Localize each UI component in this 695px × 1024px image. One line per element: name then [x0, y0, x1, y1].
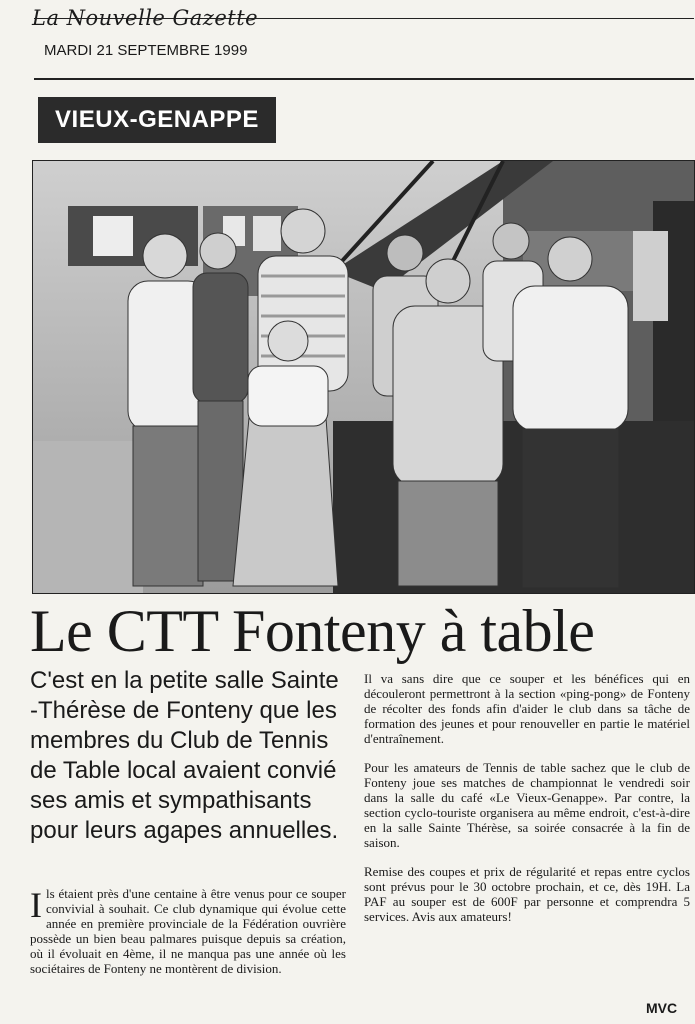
- date-rule: [34, 78, 694, 80]
- body-paragraph-2: Il va sans dire que ce souper et les bénéfices qui en découleront permettront à la section «ping-pong» de Fonteny de récolter des fonds afin d'aider le club dans sa tâche de formation des jeunes et pour renouveller en partie le matériel d'entraînement.: [364, 671, 690, 746]
- dropcap: I: [30, 885, 42, 925]
- lead-paragraph: C'est en la petite salle Sainte -Thérèse de Fonteny que les membres du Club de Tennis de Table local avaient convié ses amis et sympathisants pour leurs agapes annuelles.: [30, 667, 339, 844]
- body-paragraph-3: Pour les amateurs de Tennis de table sachez que le club de Fonteny joue ses matches de championnat le vendredi soir dans la salle du café «Le Vieux-Genappe». Par contre, la section cyclo-touriste organisera au même endroit, c'est-à-dire en la salle Sainte Thérèse, sa soirée consacrée à la fin de saison.: [364, 760, 690, 850]
- group-photo-illustration: [33, 161, 694, 593]
- article-body-left: [30, 886, 346, 990]
- group-photo: [32, 160, 695, 594]
- body-paragraph-1-text: ls étaient près d'une centaine à être venus pour ce souper convivial à souhait. Ce club dynamique qui évolue cette année en première provinciale de la Fédération ouvrière possède un bien beau palmares puisque depuis sa création, où il évoluait en 4ème, il ne manqua pas une année où les sociétaires de Fonteny ne montèrent de division.: [30, 886, 346, 976]
- newspaper-name: La Nouvelle Gazette: [32, 6, 259, 30]
- body-paragraph-1: [30, 886, 346, 976]
- top-rule: [34, 18, 694, 19]
- author-signature: MVC: [646, 1000, 678, 1016]
- article-headline: Le CTT Fonteny à table: [30, 598, 595, 664]
- article-lead: [30, 666, 348, 846]
- section-tag: VIEUX-GENAPPE: [38, 97, 276, 143]
- issue-date: MARDI 21 SEPTEMBRE 1999: [44, 42, 248, 59]
- article-body-right: [364, 671, 690, 938]
- body-paragraph-4: Remise des coupes et prix de régularité et repas entre cyclos sont prévus pour le 30 octobre prochain, et ce, dès 19H. La PAF au souper est de 600F par personne et comprendra 5 services. Avis aux amateurs!: [364, 864, 690, 924]
